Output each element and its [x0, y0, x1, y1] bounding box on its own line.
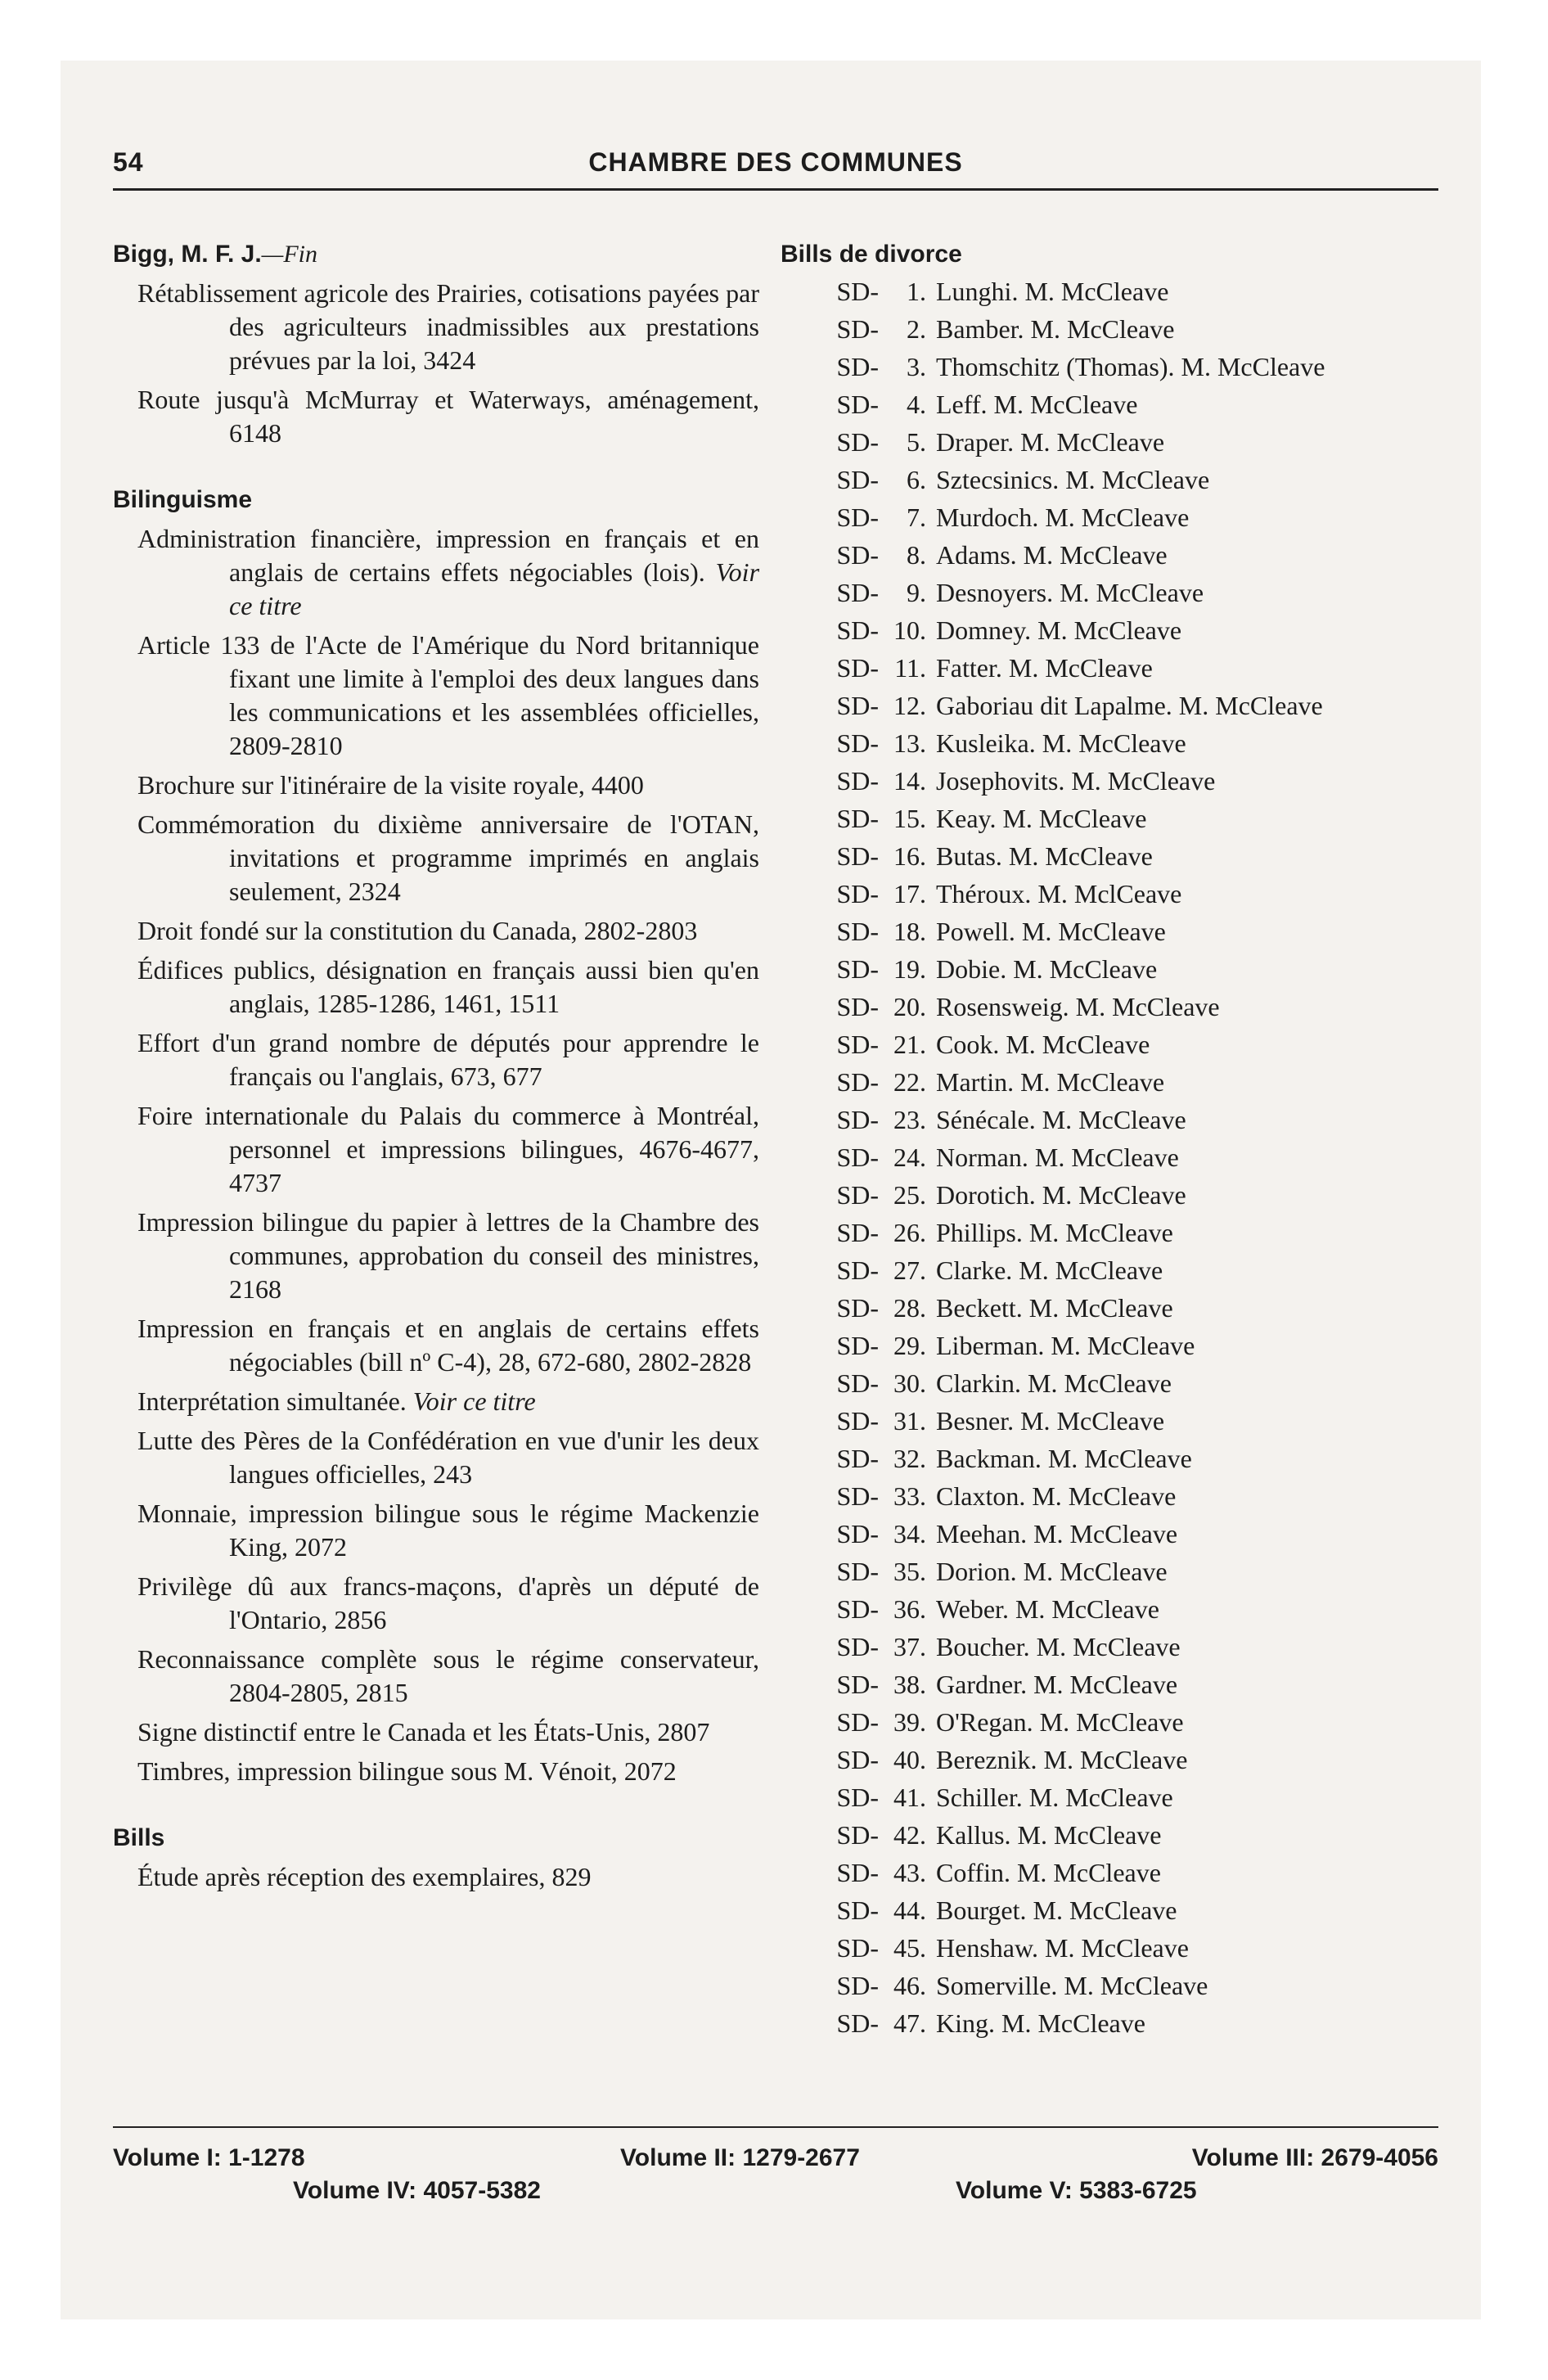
bill-number-period: .	[920, 728, 926, 758]
bill-number-period: .	[920, 314, 926, 344]
bill-code: SD-	[836, 2008, 879, 2038]
bill-row	[779, 840, 1442, 873]
page-footer	[113, 2144, 1438, 2218]
index-entry	[137, 383, 759, 450]
bill-number-period: .	[920, 540, 926, 570]
bill-text: Fatter. M. McCleave	[936, 653, 1153, 683]
bill-row	[779, 388, 1442, 421]
bill-text: Beckett. M. McCleave	[936, 1293, 1173, 1323]
bill-code: SD-	[836, 1406, 879, 1436]
bill-row	[779, 463, 1442, 497]
bill-number: 30	[893, 1368, 920, 1398]
bill-number-period: .	[920, 691, 926, 720]
bill-text: Bereznik. M. McCleave	[936, 1745, 1188, 1774]
bill-number: 13	[893, 728, 920, 758]
index-entry-text: Droit fondé sur la constitution du Canada, 2802-2803	[137, 916, 698, 945]
bill-number-period: .	[920, 465, 926, 494]
bill-code: SD-	[836, 841, 879, 871]
index-entry-text: Impression en français et en anglais de certains effets négociables (bill nº C-4), 28, 672-680, 2802-2828	[137, 1314, 759, 1377]
bill-number-period: .	[920, 1895, 926, 1925]
bill-number: 35	[893, 1557, 920, 1586]
index-entry	[137, 1099, 759, 1200]
bill-number-period: .	[920, 992, 926, 1021]
bill-number-period: .	[920, 1067, 926, 1097]
bill-row	[779, 1141, 1442, 1174]
bill-number-period: .	[920, 1632, 926, 1661]
bill-text: Bamber. M. McCleave	[936, 314, 1175, 344]
bill-number-period: .	[920, 1406, 926, 1436]
index-entry-text: Brochure sur l'itinéraire de la visite royale, 4400	[137, 770, 644, 800]
bill-code: SD-	[836, 1293, 879, 1323]
footer-volume-3: Volume III: 2679-4056	[1191, 2144, 1438, 2171]
index-entry	[137, 1424, 759, 1491]
bill-text: Phillips. M. McCleave	[936, 1218, 1173, 1247]
bill-row	[779, 1931, 1442, 1965]
bill-code: SD-	[836, 1670, 879, 1699]
bill-code: SD-	[836, 1331, 879, 1360]
bill-text: Clarkin. M. McCleave	[936, 1368, 1172, 1398]
bill-number-period: .	[920, 427, 926, 457]
bill-text: King. M. McCleave	[936, 2008, 1145, 2038]
index-entry	[137, 1643, 759, 1710]
bill-text: Desnoyers. M. McCleave	[936, 578, 1204, 607]
bill-text: Backman. M. McCleave	[936, 1444, 1192, 1473]
bill-code: SD-	[836, 1255, 879, 1285]
bill-number-period: .	[920, 917, 926, 946]
footer-volume-4: Volume IV: 4057-5382	[293, 2177, 541, 2204]
bill-row	[779, 1517, 1442, 1551]
bill-number-period: .	[920, 390, 926, 419]
bill-text: Powell. M. McCleave	[936, 917, 1166, 946]
bill-number: 45	[893, 1933, 920, 1963]
index-entry	[137, 1570, 759, 1637]
bill-text: Liberman. M. McCleave	[936, 1331, 1195, 1360]
bill-text: Cook. M. McCleave	[936, 1030, 1150, 1059]
bill-number-period: .	[920, 352, 926, 381]
bill-number: 9	[907, 578, 920, 607]
bill-number-period: .	[920, 1745, 926, 1774]
bill-code: SD-	[836, 1519, 879, 1548]
index-entry	[137, 277, 759, 377]
index-entry-text: Reconnaissance complète sous le régime conservateur, 2804-2805, 2815	[137, 1644, 759, 1707]
page-title: CHAMBRE DES COMMUNES	[588, 147, 963, 177]
bill-number: 28	[893, 1293, 920, 1323]
bill-number: 40	[893, 1745, 920, 1774]
bill-number-period: .	[920, 1218, 926, 1247]
footer-rule	[113, 2126, 1438, 2128]
bill-number-period: .	[920, 1783, 926, 1812]
bill-number-period: .	[920, 1444, 926, 1473]
bill-code: SD-	[836, 1858, 879, 1887]
bill-code: SD-	[836, 1895, 879, 1925]
bill-code: SD-	[836, 1707, 879, 1737]
bill-row	[779, 802, 1442, 836]
bill-row	[779, 1781, 1442, 1814]
index-entry-text: Route jusqu'à McMurray et Waterways, aménagement, 6148	[137, 385, 759, 448]
index-entry	[137, 522, 759, 623]
bill-number: 15	[893, 804, 920, 833]
bill-row	[779, 1291, 1442, 1325]
index-entry	[137, 808, 759, 908]
bill-number-period: .	[920, 503, 926, 532]
index-entry	[137, 914, 759, 948]
section-heading	[113, 1821, 759, 1855]
bill-number-period: .	[920, 578, 926, 607]
bill-row	[779, 1668, 1442, 1702]
bill-number: 1	[907, 277, 920, 306]
bill-number: 3	[907, 352, 920, 381]
bill-number-period: .	[920, 879, 926, 908]
bill-text: Claxton. M. McCleave	[936, 1481, 1177, 1511]
section-heading-text: Bilinguisme	[113, 486, 253, 513]
bill-row	[779, 1442, 1442, 1476]
bill-row	[779, 576, 1442, 610]
bill-number: 22	[893, 1067, 920, 1097]
index-entry	[137, 769, 759, 802]
bill-number: 27	[893, 1255, 920, 1285]
bill-row	[779, 1894, 1442, 1927]
bill-text: Josephovits. M. McCleave	[936, 766, 1216, 796]
bill-number: 47	[893, 2008, 920, 2038]
index-entry	[137, 1755, 759, 1788]
bill-row	[779, 953, 1442, 986]
index-entry-text: Étude après réception des exemplaires, 829	[137, 1862, 592, 1891]
bill-text: Lunghi. M. McCleave	[936, 277, 1169, 306]
left-column	[113, 237, 759, 1894]
index-entry-text: Édifices publics, désignation en français aussi bien qu'en anglais, 1285-1286, 1461, 1511	[137, 955, 759, 1018]
bill-number-period: .	[920, 1557, 926, 1586]
index-entry-text: Timbres, impression bilingue sous M. Vénoit, 2072	[137, 1756, 677, 1786]
bill-row	[779, 1856, 1442, 1890]
bill-number: 17	[893, 879, 920, 908]
index-entry-text: Privilège dû aux francs-maçons, d'après un député de l'Ontario, 2856	[137, 1571, 759, 1634]
bill-row	[779, 1706, 1442, 1739]
section-heading: Bills de divorce	[781, 241, 962, 268]
bill-number-period: .	[920, 615, 926, 645]
bill-number: 4	[907, 390, 920, 419]
bill-row	[779, 990, 1442, 1024]
bill-number: 44	[893, 1895, 920, 1925]
bill-text: Bourget. M. McCleave	[936, 1895, 1177, 1925]
bill-row	[779, 651, 1442, 685]
bill-code: SD-	[836, 1557, 879, 1586]
bill-number: 33	[893, 1481, 920, 1511]
index-entry	[137, 1206, 759, 1306]
bill-number: 14	[893, 766, 920, 796]
bill-number: 43	[893, 1858, 920, 1887]
bill-number-period: .	[920, 1594, 926, 1624]
bill-number-period: .	[920, 277, 926, 306]
index-entry-text: Article 133 de l'Acte de l'Amérique du Nord britannique fixant une limite à l'emploi des deux langues dans les communications et les assemblées officielles, 2809-2810	[137, 630, 759, 760]
bill-code: SD-	[836, 879, 879, 908]
bill-text: Clarke. M. McCleave	[936, 1255, 1163, 1285]
bill-number: 42	[893, 1820, 920, 1850]
bill-code: SD-	[836, 277, 879, 306]
cross-reference: Voir ce titre	[229, 557, 760, 620]
bill-text: Martin. M. McCleave	[936, 1067, 1165, 1097]
bill-number: 39	[893, 1707, 920, 1737]
bill-row	[779, 1028, 1442, 1062]
bill-code: SD-	[836, 954, 879, 984]
index-entry-text: Monnaie, impression bilingue sous le régime Mackenzie King, 2072	[137, 1499, 759, 1562]
bill-row	[779, 1367, 1442, 1400]
bill-number-period: .	[920, 1858, 926, 1887]
bill-row	[779, 1329, 1442, 1363]
bill-number: 2	[907, 314, 920, 344]
index-entry-text: Interprétation simultanée.	[137, 1386, 407, 1416]
bill-code: SD-	[836, 1444, 879, 1473]
section-heading	[113, 237, 759, 271]
bill-number-period: .	[920, 1971, 926, 2000]
bill-code: SD-	[836, 653, 879, 683]
bill-code: SD-	[836, 540, 879, 570]
bill-number: 26	[893, 1218, 920, 1247]
bill-row	[779, 1103, 1442, 1137]
bill-code: SD-	[836, 1594, 879, 1624]
section-heading	[113, 483, 759, 516]
page-number: 54	[113, 147, 144, 177]
bill-text: Théroux. M. MclCeave	[936, 879, 1182, 908]
index-entry-text: Lutte des Pères de la Confédération en vue d'unir les deux langues officielles, 243	[137, 1426, 759, 1489]
bill-row	[779, 1743, 1442, 1777]
bill-code: SD-	[836, 1030, 879, 1059]
bill-row	[779, 764, 1442, 798]
bill-number-period: .	[920, 653, 926, 683]
bill-row	[779, 1630, 1442, 1664]
bill-code: SD-	[836, 1143, 879, 1172]
bill-number-period: .	[920, 1180, 926, 1210]
bill-row	[779, 1066, 1442, 1099]
section-heading-text: Bills	[113, 1824, 165, 1851]
bill-text: Somerville. M. McCleave	[936, 1971, 1208, 2000]
bill-text: Rosensweig. M. McCleave	[936, 992, 1220, 1021]
bill-number-period: .	[920, 1368, 926, 1398]
bill-row	[779, 313, 1442, 346]
bill-number-period: .	[920, 804, 926, 833]
bill-number: 7	[907, 503, 920, 532]
bill-number-period: .	[920, 1255, 926, 1285]
bill-code: SD-	[836, 992, 879, 1021]
bill-number: 5	[907, 427, 920, 457]
index-entry-text: Effort d'un grand nombre de députés pour apprendre le français ou l'anglais, 673, 677	[137, 1028, 759, 1091]
section-heading-text: Bigg, M. F. J.	[113, 241, 262, 268]
bill-number: 25	[893, 1180, 920, 1210]
bill-number: 38	[893, 1670, 920, 1699]
bill-text: Sénécale. M. McCleave	[936, 1105, 1186, 1134]
bill-code: SD-	[836, 1481, 879, 1511]
bill-text: Coffin. M. McCleave	[936, 1858, 1161, 1887]
bill-text: Murdoch. M. McCleave	[936, 503, 1190, 532]
bill-number: 31	[893, 1406, 920, 1436]
bill-text: Adams. M. McCleave	[936, 540, 1168, 570]
bill-number-period: .	[920, 1030, 926, 1059]
bill-code: SD-	[836, 728, 879, 758]
bill-code: SD-	[836, 1368, 879, 1398]
bill-text: Sztecsinics. M. McCleave	[936, 465, 1210, 494]
index-entry-text: Administration financière, impression en français et en anglais de certains effets négociables (lois).	[137, 524, 759, 587]
bill-row	[779, 275, 1442, 309]
bill-number: 46	[893, 1971, 920, 2000]
bill-code: SD-	[836, 1971, 879, 2000]
header-rule	[113, 188, 1438, 191]
bill-text: Kusleika. M. McCleave	[936, 728, 1186, 758]
bill-number-period: .	[920, 1670, 926, 1699]
index-entry	[137, 1026, 759, 1093]
index-entry	[137, 1385, 759, 1418]
bill-code: SD-	[836, 1218, 879, 1247]
index-entry	[137, 1715, 759, 1749]
bill-number-period: .	[920, 1519, 926, 1548]
bill-row	[779, 350, 1442, 384]
bill-row	[779, 1254, 1442, 1287]
bill-number: 11	[894, 653, 920, 683]
bill-text: Norman. M. McCleave	[936, 1143, 1179, 1172]
index-entry-text: Commémoration du dixième anniversaire de l'OTAN, invitations et programme imprimés en anglais seulement, 2324	[137, 809, 759, 906]
bill-text: O'Regan. M. McCleave	[936, 1707, 1184, 1737]
bill-code: SD-	[836, 578, 879, 607]
bill-number-period: .	[920, 1707, 926, 1737]
bill-row	[779, 539, 1442, 572]
bill-row	[779, 614, 1442, 647]
bill-text: Butas. M. McCleave	[936, 841, 1153, 871]
index-entry-text: Signe distinctif entre le Canada et les États-Unis, 2807	[137, 1717, 710, 1747]
bill-number: 18	[893, 917, 920, 946]
bill-row	[779, 1216, 1442, 1250]
bill-number: 29	[893, 1331, 920, 1360]
section-heading-suffix: —Fin	[261, 241, 318, 268]
bill-text: Dorotich. M. McCleave	[936, 1180, 1186, 1210]
bill-number: 10	[893, 615, 920, 645]
bill-row	[779, 1179, 1442, 1212]
index-entry	[137, 1312, 759, 1379]
bill-text: Besner. M. McCleave	[936, 1406, 1165, 1436]
bill-row	[779, 1969, 1442, 2003]
bill-code: SD-	[836, 691, 879, 720]
bill-text: Boucher. M. McCleave	[936, 1632, 1181, 1661]
footer-volume-1: Volume I: 1-1278	[113, 2144, 305, 2171]
bill-text: Kallus. M. McCleave	[936, 1820, 1162, 1850]
bill-text: Weber. M. McCleave	[936, 1594, 1159, 1624]
bill-row	[779, 877, 1442, 911]
bill-number: 41	[893, 1783, 920, 1812]
bill-number-period: .	[920, 841, 926, 871]
bill-code: SD-	[836, 1820, 879, 1850]
cross-reference: Voir ce titre	[412, 1386, 536, 1416]
bill-code: SD-	[836, 1783, 879, 1812]
bill-number: 8	[907, 540, 920, 570]
bill-code: SD-	[836, 314, 879, 344]
bill-number-period: .	[920, 2008, 926, 2038]
bill-row	[779, 915, 1442, 949]
index-entry	[137, 1860, 759, 1894]
bill-text: Dobie. M. McCleave	[936, 954, 1158, 984]
bill-code: SD-	[836, 390, 879, 419]
bill-row	[779, 426, 1442, 459]
bill-number: 16	[893, 841, 920, 871]
bill-text: Gardner. M. McCleave	[936, 1670, 1178, 1699]
footer-volume-5: Volume V: 5383-6725	[956, 2177, 1197, 2204]
bill-number: 37	[893, 1632, 920, 1661]
footer-volume-2: Volume II: 1279-2677	[620, 2144, 860, 2171]
bill-text: Gaboriau dit Lapalme. M. McCleave	[936, 691, 1323, 720]
bill-code: SD-	[836, 615, 879, 645]
bill-number: 21	[893, 1030, 920, 1059]
bill-text: Meehan. M. McCleave	[936, 1519, 1178, 1548]
bill-text: Henshaw. M. McCleave	[936, 1933, 1189, 1963]
bill-code: SD-	[836, 352, 879, 381]
bill-number-period: .	[920, 766, 926, 796]
bill-row	[779, 689, 1442, 723]
bill-code: SD-	[836, 1105, 879, 1134]
bill-code: SD-	[836, 917, 879, 946]
bill-number-period: .	[920, 954, 926, 984]
bill-number-period: .	[920, 1331, 926, 1360]
bill-list	[779, 275, 1442, 2040]
bill-number-period: .	[920, 1143, 926, 1172]
bill-row	[779, 1593, 1442, 1626]
bill-number-period: .	[920, 1820, 926, 1850]
bill-code: SD-	[836, 1933, 879, 1963]
bill-number-period: .	[920, 1933, 926, 1963]
bill-row	[779, 727, 1442, 760]
bill-text: Keay. M. McCleave	[936, 804, 1147, 833]
bill-number-period: .	[920, 1105, 926, 1134]
bill-code: SD-	[836, 1745, 879, 1774]
bill-text: Draper. M. McCleave	[936, 427, 1165, 457]
bill-code: SD-	[836, 1067, 879, 1097]
bill-row	[779, 1480, 1442, 1513]
bill-code: SD-	[836, 804, 879, 833]
bill-number: 23	[893, 1105, 920, 1134]
bill-row	[779, 501, 1442, 534]
page-header	[113, 147, 1438, 188]
bill-number: 20	[893, 992, 920, 1021]
bill-number: 36	[893, 1594, 920, 1624]
index-entry-text: Rétablissement agricole des Prairies, cotisations payées par des agriculteurs inadmissibles aux prestations prévues par la loi, 3424	[137, 278, 759, 375]
bill-code: SD-	[836, 503, 879, 532]
bill-number: 6	[907, 465, 920, 494]
bill-number: 32	[893, 1444, 920, 1473]
bill-code: SD-	[836, 427, 879, 457]
bill-text: Dorion. M. McCleave	[936, 1557, 1168, 1586]
bill-number: 19	[893, 954, 920, 984]
bill-number: 34	[893, 1519, 920, 1548]
index-entry	[137, 629, 759, 763]
bill-number-period: .	[920, 1293, 926, 1323]
bill-row	[779, 2007, 1442, 2040]
index-entry	[137, 953, 759, 1021]
bill-number: 12	[893, 691, 920, 720]
bill-code: SD-	[836, 465, 879, 494]
bill-code: SD-	[836, 766, 879, 796]
bill-text: Domney. M. McCleave	[936, 615, 1182, 645]
index-entry-text: Impression bilingue du papier à lettres de la Chambre des communes, approbation du conseil des ministres, 2168	[137, 1207, 759, 1304]
bill-row	[779, 1555, 1442, 1589]
bill-row	[779, 1404, 1442, 1438]
index-entry	[137, 1497, 759, 1564]
bill-text: Thomschitz (Thomas). M. McCleave	[936, 352, 1325, 381]
bill-number-period: .	[920, 1481, 926, 1511]
bill-text: Schiller. M. McCleave	[936, 1783, 1173, 1812]
bill-code: SD-	[836, 1180, 879, 1210]
bill-number: 24	[893, 1143, 920, 1172]
index-entry-text: Foire internationale du Palais du commerce à Montréal, personnel et impressions bilingues, 4676-4677, 4737	[137, 1101, 759, 1197]
bill-text: Leff. M. McCleave	[936, 390, 1138, 419]
bill-code: SD-	[836, 1632, 879, 1661]
right-column	[779, 237, 1442, 2040]
bill-row	[779, 1819, 1442, 1852]
